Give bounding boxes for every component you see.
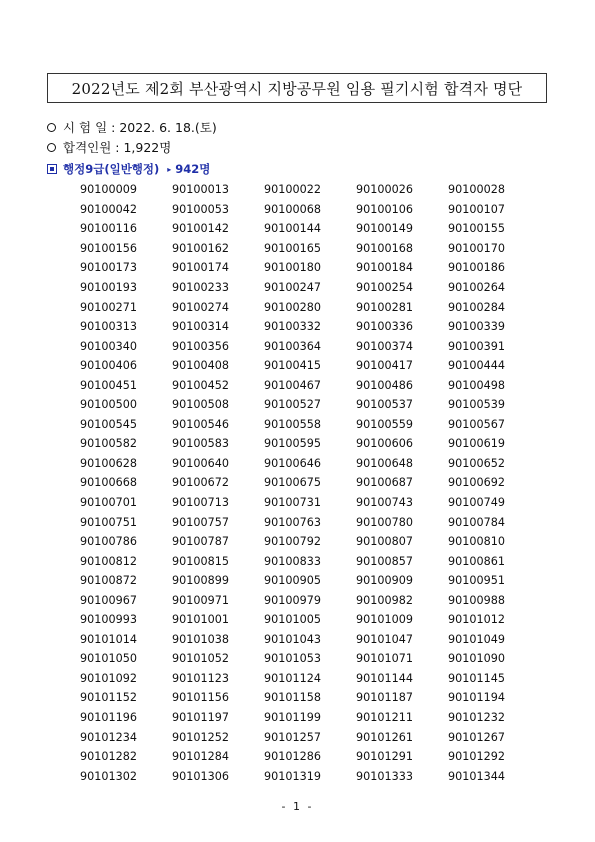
candidate-number: 90101234	[80, 730, 137, 744]
candidate-number: 90100687	[356, 476, 413, 490]
candidate-number: 90100757	[172, 515, 229, 529]
candidate-number: 90100022	[264, 183, 321, 197]
candidate-number: 90101257	[264, 730, 321, 744]
page-number: - 1 -	[281, 800, 314, 813]
candidate-number: 90100339	[448, 320, 505, 334]
candidate-number: 90101052	[172, 652, 229, 666]
candidate-number: 90100713	[172, 496, 229, 510]
candidate-number: 90100233	[172, 281, 229, 294]
candidate-number: 90100356	[172, 339, 229, 353]
candidate-number: 90101005	[264, 613, 321, 627]
candidate-number: 90100559	[356, 417, 413, 431]
candidate-number: 90100254	[356, 281, 413, 294]
candidate-number: 90101196	[80, 711, 137, 725]
candidate-number: 90100872	[80, 574, 137, 588]
candidate-number: 90100391	[448, 339, 505, 353]
candidate-number: 90100652	[448, 456, 505, 470]
pass-count: 합격인원 : 1,922명	[63, 140, 172, 155]
circle-bullet-icon	[47, 143, 56, 152]
candidate-number: 90101319	[264, 769, 321, 783]
candidate-number: 90101252	[172, 730, 229, 744]
candidate-number: 90101014	[80, 632, 137, 646]
candidate-number: 90101286	[264, 750, 321, 764]
candidate-number: 90100186	[448, 261, 505, 275]
candidate-number: 90100749	[448, 496, 505, 510]
candidate-number: 90100406	[80, 359, 137, 373]
candidate-number: 90100619	[448, 437, 505, 451]
category-name: 행정9급(일반행정)	[63, 162, 160, 176]
candidate-number: 90100173	[80, 261, 137, 275]
candidate-number: 90100332	[264, 320, 321, 334]
candidate-number: 90100784	[448, 515, 505, 529]
candidate-number: 90100763	[264, 515, 321, 529]
candidate-number: 90100640	[172, 456, 229, 470]
candidate-number: 90100013	[172, 183, 229, 197]
candidate-number: 90100452	[172, 378, 229, 392]
candidate-number: 90100314	[172, 320, 229, 334]
candidate-number: 90100106	[356, 202, 413, 216]
candidate-number: 90101306	[172, 769, 229, 783]
candidate-number: 90100786	[80, 535, 137, 549]
candidate-number: 90100899	[172, 574, 229, 588]
candidate-number: 90101302	[80, 769, 137, 783]
candidate-number: 90100833	[264, 554, 321, 568]
candidate-number: 90100374	[356, 339, 413, 353]
exam-date-line	[47, 118, 217, 136]
candidate-number: 90100193	[80, 281, 137, 294]
candidate-number: 90100408	[172, 359, 229, 373]
candidate-number: 90100500	[80, 398, 137, 412]
candidate-number: 90100247	[264, 281, 321, 294]
candidate-number: 90100701	[80, 496, 137, 510]
candidate-number: 90100336	[356, 320, 413, 334]
candidate-number: 90101090	[448, 652, 505, 666]
candidate-number: 90100988	[448, 593, 505, 607]
document-title-box	[47, 73, 547, 103]
pass-count-line	[47, 138, 171, 156]
candidate-number: 90101197	[172, 711, 229, 725]
candidate-number: 90100498	[448, 378, 505, 392]
candidate-number: 90100364	[264, 339, 321, 353]
candidate-number: 90100668	[80, 476, 137, 490]
candidate-number: 90100444	[448, 359, 505, 373]
candidate-number: 90101071	[356, 652, 413, 666]
candidate-number: 90100982	[356, 593, 413, 607]
candidate-number: 90100107	[448, 202, 505, 216]
candidate-number: 90101001	[172, 613, 229, 627]
circle-bullet-icon	[47, 123, 56, 132]
candidate-number: 90100280	[264, 300, 321, 314]
candidate-number: 90100857	[356, 554, 413, 568]
candidate-number: 90100180	[264, 261, 321, 275]
candidate-number: 90101292	[448, 750, 505, 764]
candidate-number: 90101053	[264, 652, 321, 666]
candidate-number: 90101049	[448, 632, 505, 646]
candidate-number: 90100675	[264, 476, 321, 490]
triangle-right-icon: ▸	[167, 164, 172, 174]
candidate-number: 90100810	[448, 535, 505, 549]
candidate-number: 90100009	[80, 183, 137, 197]
candidate-number: 90100417	[356, 359, 413, 373]
candidate-number: 90100731	[264, 496, 321, 510]
candidate-number: 90100546	[172, 417, 229, 431]
candidate-number: 90100184	[356, 261, 413, 275]
candidate-number: 90101261	[356, 730, 413, 744]
candidate-number: 90100606	[356, 437, 413, 451]
candidate-number: 90100116	[80, 222, 137, 236]
candidate-number: 90100743	[356, 496, 413, 510]
candidate-number: 90100026	[356, 183, 413, 197]
candidate-number: 90100155	[448, 222, 505, 236]
candidate-number: 90100780	[356, 515, 413, 529]
candidate-number: 90100583	[172, 437, 229, 451]
candidate-number: 90100951	[448, 574, 505, 588]
candidate-number: 90101152	[80, 691, 137, 705]
candidate-number: 90100271	[80, 300, 137, 314]
candidate-number: 90101050	[80, 652, 137, 666]
candidate-number: 90100340	[80, 339, 137, 353]
candidate-number: 90100527	[264, 398, 321, 412]
candidate-number: 90100545	[80, 417, 137, 431]
candidate-number: 90100582	[80, 437, 137, 451]
candidate-number: 90100646	[264, 456, 321, 470]
candidate-number: 90100751	[80, 515, 137, 529]
candidate-number: 90101291	[356, 750, 413, 764]
candidate-number: 90100539	[448, 398, 505, 412]
candidate-number: 90100168	[356, 241, 413, 255]
candidate-number: 90100313	[80, 320, 137, 334]
candidate-number: 90100467	[264, 378, 321, 392]
candidate-number: 90100787	[172, 535, 229, 549]
candidate-number: 90100807	[356, 535, 413, 549]
candidate-number: 90100648	[356, 456, 413, 470]
candidate-number: 90101009	[356, 613, 413, 627]
candidate-number: 90101144	[356, 671, 413, 685]
exam-date: 시 험 일 : 2022. 6. 18.(토)	[63, 120, 217, 135]
candidate-number: 90100274	[172, 300, 229, 314]
square-bullet-icon	[47, 164, 57, 174]
candidate-number: 90100144	[264, 222, 321, 236]
category-count: 942명	[175, 162, 211, 176]
candidate-number: 90101211	[356, 711, 413, 725]
candidate-number: 90100028	[448, 183, 505, 197]
candidate-number: 90101199	[264, 711, 321, 725]
candidate-number-grid	[80, 180, 550, 786]
candidate-number: 90100174	[172, 261, 229, 275]
candidate-number: 90101012	[448, 613, 505, 627]
candidate-number: 90101038	[172, 632, 229, 646]
candidate-number: 90100149	[356, 222, 413, 236]
candidate-number: 90101344	[448, 769, 505, 783]
candidate-number: 90100792	[264, 535, 321, 549]
candidate-number: 90100042	[80, 202, 137, 216]
candidate-number: 90100993	[80, 613, 137, 627]
candidate-number: 90100156	[80, 241, 137, 255]
candidate-number: 90101158	[264, 691, 321, 705]
candidate-number: 90100909	[356, 574, 413, 588]
candidate-number: 90101333	[356, 769, 413, 783]
candidate-number: 90101267	[448, 730, 505, 744]
candidate-number: 90100284	[448, 300, 505, 314]
candidate-number: 90100264	[448, 281, 505, 294]
candidate-number: 90101124	[264, 671, 321, 685]
candidate-number: 90100812	[80, 554, 137, 568]
candidate-number: 90101282	[80, 750, 137, 764]
candidate-number: 90101047	[356, 632, 413, 646]
candidate-number: 90100170	[448, 241, 505, 255]
candidate-number: 90101092	[80, 671, 137, 685]
candidate-number: 90101232	[448, 711, 505, 725]
candidate-number: 90100672	[172, 476, 229, 490]
candidate-number: 90100162	[172, 241, 229, 255]
candidate-number: 90101156	[172, 691, 229, 705]
candidate-number: 90101284	[172, 750, 229, 764]
candidate-number: 90100165	[264, 241, 321, 255]
candidate-number: 90101123	[172, 671, 229, 685]
category-header	[47, 161, 210, 177]
candidate-number: 90100815	[172, 554, 229, 568]
candidate-number: 90100628	[80, 456, 137, 470]
candidate-number: 90100053	[172, 202, 229, 216]
candidate-number: 90100415	[264, 359, 321, 373]
candidate-number: 90100451	[80, 378, 137, 392]
candidate-number: 90100692	[448, 476, 505, 490]
candidate-number: 90100281	[356, 300, 413, 314]
candidate-number: 90101187	[356, 691, 413, 705]
candidate-number: 90101043	[264, 632, 321, 646]
candidate-number: 90100142	[172, 222, 229, 236]
candidate-number: 90100979	[264, 593, 321, 607]
candidate-number: 90100861	[448, 554, 505, 568]
candidate-number: 90100486	[356, 378, 413, 392]
candidate-number: 90100068	[264, 202, 321, 216]
candidate-number: 90100971	[172, 593, 229, 607]
candidate-number: 90100905	[264, 574, 321, 588]
candidate-number: 90100967	[80, 593, 137, 607]
candidate-number: 90100567	[448, 417, 505, 431]
candidate-number: 90101145	[448, 671, 505, 685]
candidate-number: 90100595	[264, 437, 321, 451]
candidate-number: 90101194	[448, 691, 505, 705]
candidate-number: 90100558	[264, 417, 321, 431]
document-title: 2022년도 제2회 부산광역시 지방공무원 임용 필기시험 합격자 명단	[71, 79, 523, 98]
candidate-number: 90100537	[356, 398, 413, 412]
candidate-number: 90100508	[172, 398, 229, 412]
